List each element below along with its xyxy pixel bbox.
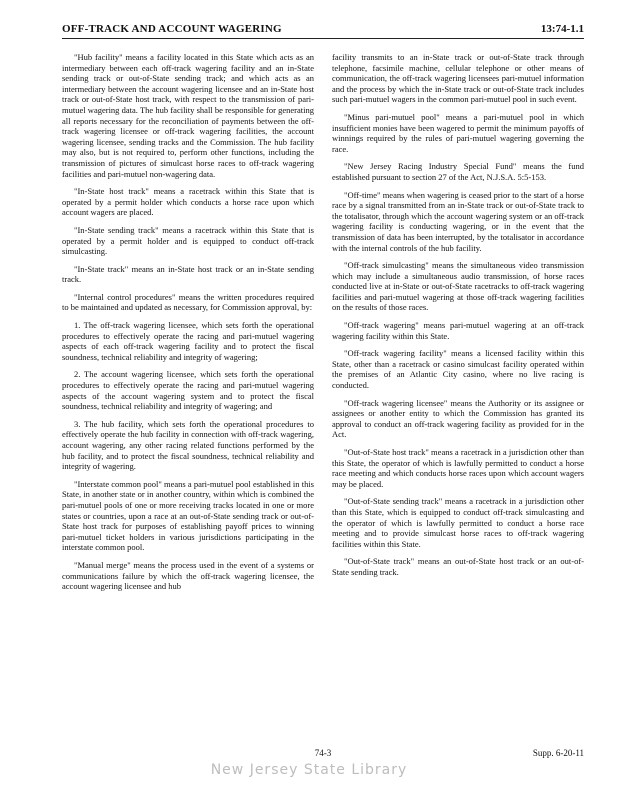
definition-in-state-sending-track: "In-State sending track" means a racetrack within this State that is operated by a permit holder and is equipped to conduct off-track simulcasting.	[62, 224, 314, 257]
page-footer	[62, 748, 584, 758]
definition-internal-control-procedures: "Internal control procedures" means the written procedures required to be maintained and updated as necessary, for Commission approval, by:	[62, 291, 314, 313]
definition-out-of-state-track: "Out-of-State track" means an out-of-State host track or an out-of-State sending track.	[332, 556, 584, 577]
left-column	[62, 52, 314, 599]
definition-off-track-wagering-licensee: "Off-track wagering licensee" means the Authority or its assignee or assignees or another entity to which the Commission has granted its approval to conduct an off-track wagering facility as provided for in the Act.	[332, 397, 584, 440]
library-watermark: New Jersey State Library	[210, 762, 408, 778]
definition-in-state-host-track: "In-State host track" means a racetrack within this State that is operated by a permit holder which conducts a horse race upon which account wagers are placed.	[62, 186, 314, 218]
definition-manual-merge: "Manual merge" means the process used in the event of a systems or communications failure by which the off-track wagering licensee, the account wagering licensee and hub	[62, 559, 314, 592]
definition-manual-merge-continued: facility transmits to an in-State track or out-of-State track through telephone, facsimile machine, cellular telephone or other means of communication, the off-track wagering licensees pari-mutuel information and the process by which the in-State track or out-of-State track includes such pari-mutuel wagers in the common pari-mutuel pool in such event.	[332, 52, 584, 105]
page-number: 74-3	[314, 748, 332, 758]
right-column	[332, 52, 584, 585]
definition-in-state-track: "In-State track" means an in-State host track or an in-State sending track.	[62, 263, 314, 285]
internal-control-item-2: 2. The account wagering licensee, which sets forth the operational procedures to effectively operate the racing and pari-mutuel wagering aspects of the account wagering system and to protect the fiscal soundness, technical reliability and integrity of wagering; and	[62, 369, 314, 412]
section-number: 13:74-1.1	[540, 23, 584, 35]
definition-off-track-wagering: "Off-track wagering" means pari-mutuel wagering at an off-track wagering facility within this State.	[332, 320, 584, 341]
internal-control-item-3: 3. The hub facility, which sets forth the operational procedures to effectively operate the hub facility in connection with off-track wagering, account wagering, any other racing related functions performed by the hub facility, and to protect the fiscal soundness, technical reliability and integrity of wagering.	[62, 418, 314, 472]
definition-out-of-state-host-track: "Out-of-State host track" means a racetrack in a jurisdiction other than this State, the operator of which is lawfully permitted to conduct a horse race meeting and which conducts horse races upon which account wagers may be placed.	[332, 447, 584, 489]
running-header	[62, 20, 584, 39]
definition-interstate-common-pool: "Interstate common pool" means a pari-mutuel pool established in this State, in another state or in another country, within which is combined the pari-mutuel pools of one or more receiving tracks located in one or more states or countries, upon a race at an out-of-State sending track or out-of-State host track for purposes of establishing payoff prices to winning pari-mutuel ticket holders in various jurisdictions participating in the interstate common pool.	[62, 478, 314, 553]
definition-minus-pari-mutuel-pool: "Minus pari-mutuel pool" means a pari-mutuel pool in which insufficient monies have been wagered to permit the minimum payoffs of winnings required by the rules of pari-mutuel wagering governing the race.	[332, 111, 584, 154]
internal-control-item-1: 1. The off-track wagering licensee, which sets forth the operational procedures to effectively operate the racing and pari-mutuel wagering aspects of each off-track wagering facility and to protect the fiscal soundness, technical reliability and integrity of wagering;	[62, 320, 314, 362]
definition-off-track-wagering-facility: "Off-track wagering facility" means a licensed facility within this State, other than a racetrack or casino simulcast facility operated within the premises of an Atlantic City casino, where no live racing is conducted.	[332, 348, 584, 391]
definition-off-track-simulcasting: "Off-track simulcasting" means the simultaneous video transmission which may include a simultaneous audio transmission, of horse races conducted live at in-State or out-of-State racetracks to off-track wagering facilities and pari-mutuel wagering at those off-track wagering facilities on the results of those races.	[332, 260, 584, 313]
chapter-title: OFF-TRACK AND ACCOUNT WAGERING	[62, 23, 282, 35]
definition-off-time: "Off-time" means when wagering is ceased prior to the start of a horse race by a signal transmitted from an in-State track or out-of-State track to the totalisator, through which the account wagering system or an off-track wagering facility is conducting wagering, or in the event that the transmission of data has been interrupted, by the totalisator in accordance with the internal controls of the hub facility.	[332, 189, 584, 253]
definition-nj-racing-special-fund: "New Jersey Racing Industry Special Fund" means the fund established pursuant to section 27 of the Act, N.J.S.A. 5:5-153.	[332, 161, 584, 182]
supplement-date: Supp. 6-20-11	[532, 748, 584, 758]
definition-hub-facility: "Hub facility" means a facility located in this State which acts as an intermediary between each off-track wagering facility and an in-State sending track or out-of-State sending track; and which acts as an intermediary between the account wagering licensee and an in-State host track or out-of-State host track, with respect to the transmission of pari-mutuel wagering data. The hub facility shall be responsible for generating all reports necessary for the reconciliation of payments between the off-track wagering licensee or off-track wagering facilities, the account wagering licensee, sending tracks and the Commission. The hub facility may also, but is not required to, perform other functions, including the transmission of pictures of simulcast horse races to off-track wagering facilities and pari-mutuel non-wagering data.	[62, 52, 314, 179]
definition-out-of-state-sending-track: "Out-of-State sending track" means a racetrack in a jurisdiction other than this State, which is equipped to conduct off-track simulcasting and the operator of which is lawfully permitted to conduct a horse race meeting and to provide simulcast horse races to off-track wagering facilities within this State.	[332, 496, 584, 549]
